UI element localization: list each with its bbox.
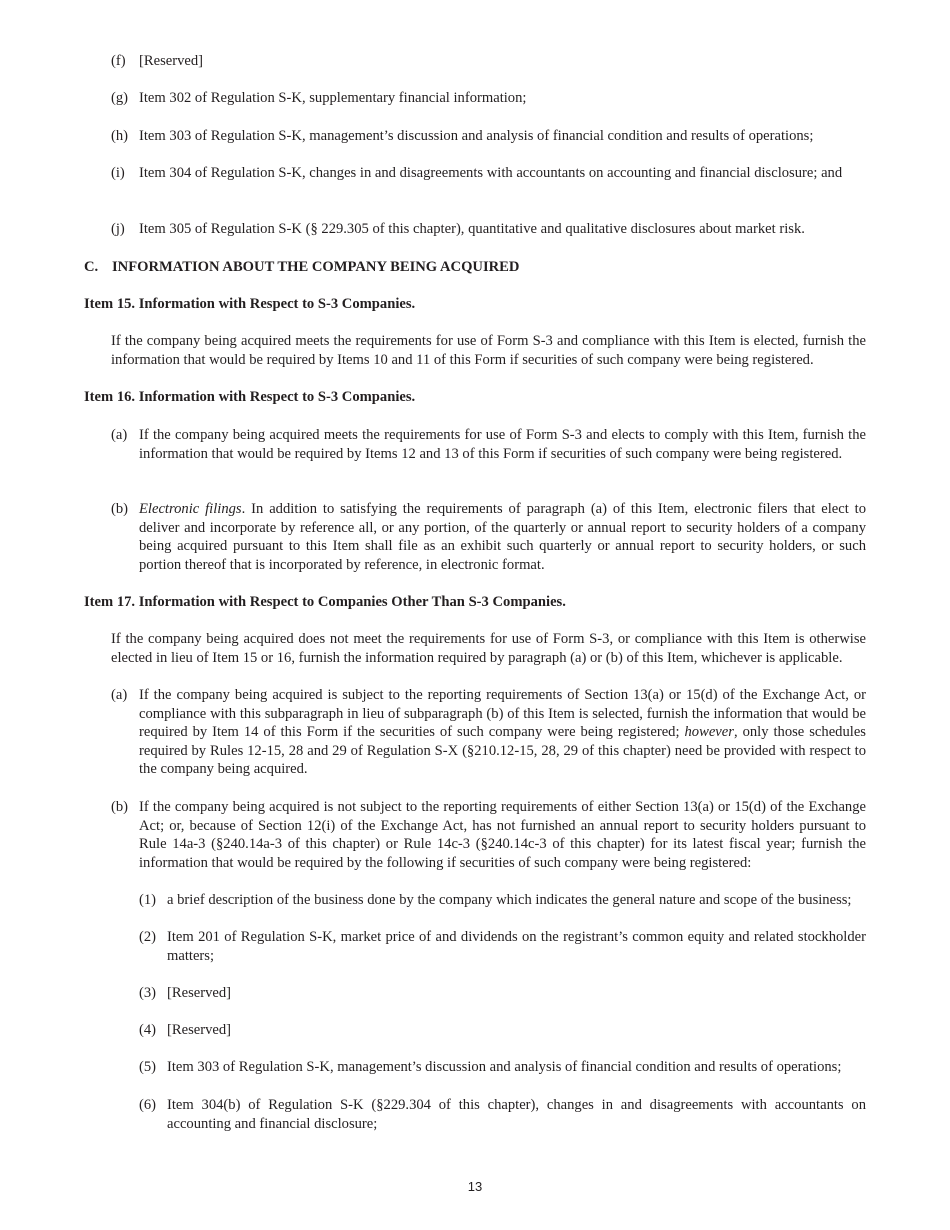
list-item-j [111, 220, 866, 239]
item-label: (b) [111, 501, 129, 517]
item17-b [111, 798, 866, 872]
item-text: Item 302 of Regulation S-K, supplementary financial information; [139, 90, 527, 106]
item-label: (a) [111, 427, 128, 443]
list-item-i [111, 164, 866, 183]
item-text [139, 686, 866, 779]
sub-item-5 [139, 1058, 866, 1077]
item-text: Item 201 of Regulation S-K, market price of and dividends on the registrant’s common equity and related stockholder matters; [167, 929, 866, 964]
section-heading [84, 258, 519, 277]
sub-item-6 [139, 1096, 866, 1133]
item-label: (g) [111, 90, 129, 106]
item-italic-term: however [684, 724, 734, 741]
item-label: (5) [139, 1059, 157, 1075]
item17-intro: If the company being acquired does not meet the requirements for use of Form S-3, or compliance with this Item is otherwise elected in lieu of Item 15 or 16, furnish the information required by paragraph (a) or (b) of this Item, whichever is applicable. [111, 631, 866, 666]
list-item-g [111, 89, 866, 108]
item17-a [111, 686, 866, 779]
item-text: Item 303 of Regulation S-K, management’s discussion and analysis of financial condition and results of operations; [139, 128, 814, 144]
item15-heading: Item 15. Information with Respect to S-3 Companies. [84, 296, 416, 312]
item-text: Item 305 of Regulation S-K (§ 229.305 of this chapter), quantitative and qualitative disclosures about market risk. [139, 221, 805, 237]
sub-item-4 [139, 1021, 866, 1040]
item-text: Item 304 of Regulation S-K, changes in and disagreements with accountants on accounting and financial disclosure; and [139, 165, 843, 181]
item-label: (1) [139, 892, 157, 908]
sub-item-3 [139, 984, 866, 1003]
section-title: INFORMATION ABOUT THE COMPANY BEING ACQUIRED [112, 259, 520, 275]
section-label: C. [84, 259, 99, 275]
item-text: [Reserved] [167, 1022, 232, 1038]
item16-b [111, 500, 866, 574]
item-text-body: . In addition to satisfying the requirements of paragraph (a) of this Item, electronic filers that elect to deliver and incorporate by reference all, or any portion, of the quarterly or annual report to security holders of a company being acquired pursuant to this Item shall file as an exhibit such quarterly or annual report to security holders, or such portion thereof that is incorporated by reference, in electronic format. [139, 501, 866, 573]
item-text: Item 303 of Regulation S-K, management’s discussion and analysis of financial condition and results of operations; [167, 1059, 842, 1075]
item-text: [Reserved] [139, 53, 204, 69]
item-label: (4) [139, 1022, 157, 1038]
list-item-h [111, 127, 866, 146]
item-label: (j) [111, 221, 125, 237]
item16-a [111, 426, 866, 463]
item-text-after: , only those schedules required by Rules 12-15, 28 and 29 of Regulation S-X (§210.12-15, 28, 29 of this chapter) need be provided with respect to the company being acquired. [139, 724, 866, 778]
item-text: If the company being acquired is not subject to the reporting requirements of either Section 13(a) or 15(d) of the Exchange Act; or, because of Section 12(i) of the Exchange Act, has not furnished an annual report to security holders pursuant to Rule 14a-3 (§240.14a-3 of this chapter) or Rule 14c-3 (§240.14c-3 of this chapter) for its latest fiscal year; furnish the information that would be required by the following if securities of such company were being registered: [139, 799, 866, 871]
item-text: If the company being acquired meets the requirements for use of Form S-3 and elects to comply with this Item, furnish the information that would be required by Items 12 and 13 of this Form if securities of such company were being registered. [139, 427, 866, 462]
item-text: [Reserved] [167, 985, 232, 1001]
item-label: (2) [139, 929, 157, 945]
item-label: (a) [111, 687, 128, 703]
item-text-before: If the company being acquired is subject to the reporting requirements of Section 13(a) or 15(d) of the Exchange Act, or compliance with this subparagraph in lieu of subparagraph (b) of this Item is selected, furnish the information that would be required by Item 14 of this Form if the securities of such company were being registered; [139, 687, 866, 741]
item17-heading: Item 17. Information with Respect to Companies Other Than S-3 Companies. [84, 594, 566, 610]
item-label: (i) [111, 165, 125, 181]
item-text: a brief description of the business done by the company which indicates the general nature and scope of the business; [167, 892, 852, 908]
item-label: (b) [111, 799, 129, 815]
sub-item-2 [139, 928, 866, 965]
item-text: Item 304(b) of Regulation S-K (§229.304 of this chapter), changes in and disagreements with accountants on accounting and financial disclosure; [167, 1097, 866, 1132]
item-label: (3) [139, 985, 157, 1001]
item-text [139, 500, 866, 574]
page-number: 13 [467, 1179, 483, 1194]
sub-item-1 [139, 891, 866, 910]
item16-heading: Item 16. Information with Respect to S-3 Companies. [84, 389, 416, 405]
list-item-f [111, 52, 866, 71]
item-label: (h) [111, 128, 129, 144]
item-label: (6) [139, 1097, 157, 1113]
item-label: (f) [111, 53, 126, 69]
item-italic-term: Electronic filings [139, 501, 242, 517]
item15-text: If the company being acquired meets the requirements for use of Form S-3 and compliance with this Item is elected, furnish the information that would be required by Items 10 and 11 of this Form if securities of such company were being registered. [111, 333, 866, 368]
